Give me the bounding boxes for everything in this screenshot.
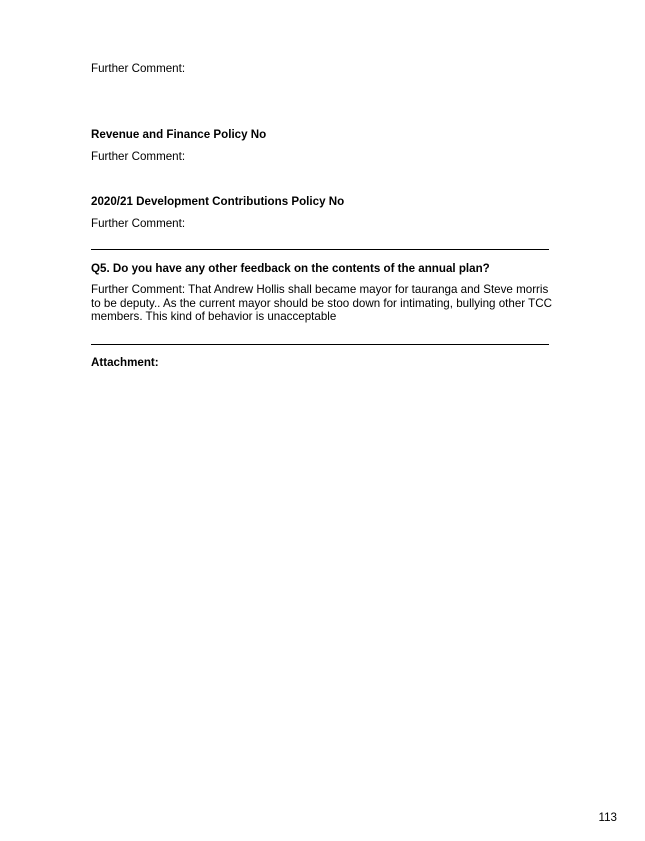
- further-comment-text: Further Comment:: [91, 150, 186, 163]
- section-heading-development-contributions: 2020/21 Development Contributions Policy No: [91, 195, 345, 208]
- section-heading-revenue-finance: Revenue and Finance Policy No: [91, 128, 267, 141]
- further-comment-text: Further Comment:: [91, 62, 186, 75]
- question-heading-q5: Q5. Do you have any other feedback on the contents of the annual plan?: [91, 262, 490, 275]
- attachment-label: Attachment:: [91, 356, 159, 369]
- horizontal-rule: [91, 249, 549, 250]
- further-comment-text: Further Comment:: [91, 217, 186, 230]
- horizontal-rule: [91, 344, 549, 345]
- question-comment-text: Further Comment: That Andrew Hollis shall became mayor for tauranga and Steve morris to be deputy.. As the current mayor should be stoo down for intimating, bullying other TCC members. This kind of behavior is unacceptable: [91, 283, 552, 323]
- page-number: 113: [598, 811, 617, 824]
